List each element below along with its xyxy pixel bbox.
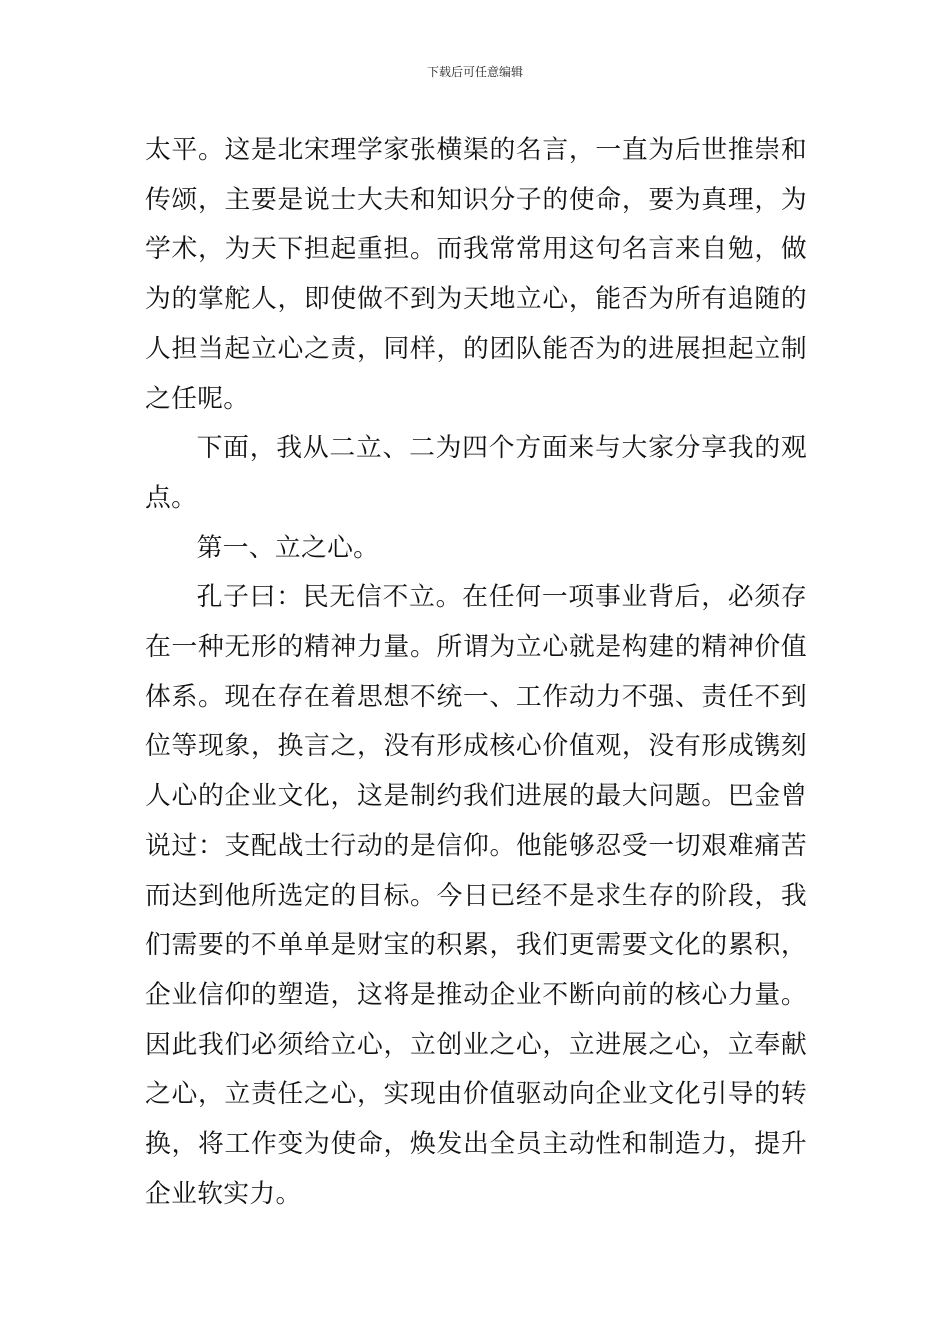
page-header: 下载后可任意编辑 <box>426 65 523 79</box>
paragraph-body: 孔子曰：民无信不立。在任何一项事业背后，必须存在一种无形的精神力量。所谓为立心就是构建的精神价值体系。现在存在着思想不统一、工作动力不强、责任不到位等现象，换言之，没有形成核心价值观，没有形成镌刻人心的企业文化，这是制约我们进展的最大问题。巴金曾说过：支配战士行动的是信仰。他能够忍受一切艰难痛苦而达到他所选定的目标。今日已经不是求生存的阶段，我们需要的不单单是财宝的积累，我们更需要文化的累积，企业信仰的塑造，这将是推动企业不断向前的核心力量。因此我们必须给立心，立创业之心，立进展之心，立奉献之心，立责任之心，实现由价值驱动向企业文化引导的转换，将工作变为使命，焕发出全员主动性和制造力，提升企业软实力。 <box>145 582 807 1209</box>
paragraph-intro: 下面，我从二立、二为四个方面来与大家分享我的观点。 <box>145 433 807 513</box>
section-heading: 第一、立之心。 <box>196 532 380 563</box>
document-body <box>145 126 807 1219</box>
paragraph-continuation: 太平。这是北宋理学家张横渠的名言，一直为后世推崇和传颂，主要是说士大夫和知识分子的使命，要为真理，为学术，为天下担起重担。而我常常用这句名言来自勉，做为的掌舵人，即使做不到为天地立心，能否为所有追随的人担当起立心之责，同样，的团队能否为的进展担起立制之任呢。 <box>145 135 807 414</box>
